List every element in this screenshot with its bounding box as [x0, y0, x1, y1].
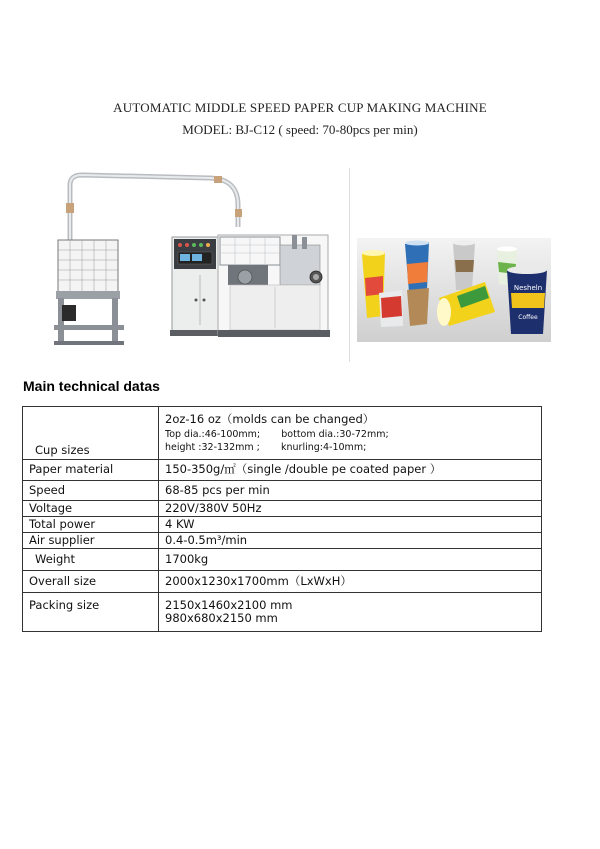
- spec-table: [22, 406, 542, 632]
- spec-value: 150-350g/㎡（single /double pe coated paper ）: [159, 460, 542, 481]
- photo-divider: [349, 168, 350, 362]
- table-row: [23, 549, 542, 571]
- table-row: [23, 517, 542, 533]
- paper-cups-photo: [357, 238, 551, 342]
- document-title: AUTOMATIC MIDDLE SPEED PAPER CUP MAKING MACHINE: [113, 100, 487, 115]
- spec-value: 68-85 pcs per min: [159, 481, 542, 501]
- spec-value: 0.4-0.5m³/min: [159, 533, 542, 549]
- spec-label: Speed: [23, 481, 159, 501]
- table-row: [23, 571, 542, 593]
- spec-label: Overall size: [23, 571, 159, 593]
- table-row: [23, 593, 542, 632]
- cup-print-text: Coffee: [518, 314, 538, 321]
- spec-label: Packing size: [23, 593, 159, 632]
- cup-height-knurling: height :32-132mm ; knurling:4-10mm;: [165, 441, 367, 453]
- spec-value: 220V/380V 50Hz: [159, 501, 542, 517]
- table-row: [23, 481, 542, 501]
- spec-label: Air supplier: [23, 533, 159, 549]
- cup-print-text: Nesheln: [513, 284, 543, 292]
- machine-photo: [40, 165, 350, 355]
- cup-size-range: 2oz-16 oz（molds can be changed）: [165, 412, 375, 427]
- table-row: [23, 501, 542, 517]
- cup-diameters: Top dia.:46-100mm; bottom dia.:30-72mm;: [165, 428, 389, 440]
- packing-size-1: 2150x1460x2100 mm: [165, 598, 293, 612]
- spec-label: Weight: [23, 549, 159, 571]
- spec-value: [159, 593, 542, 632]
- packing-size-2: 980x680x2150 mm: [165, 611, 278, 626]
- table-row: [23, 533, 542, 549]
- spec-value: 4 KW: [159, 517, 542, 533]
- spec-value: 1700kg: [159, 549, 542, 571]
- spec-value: [159, 407, 542, 460]
- spec-label: Total power: [23, 517, 159, 533]
- spec-label: Paper material: [23, 460, 159, 481]
- spec-label: Voltage: [23, 501, 159, 517]
- table-row: [23, 407, 542, 460]
- spec-label: Cup sizes: [23, 407, 159, 460]
- spec-value: 2000x1230x1700mm（LxWxH）: [159, 571, 542, 593]
- model-line: MODEL: BJ-C12 ( speed: 70-80pcs per min): [182, 122, 418, 137]
- table-row: [23, 460, 542, 481]
- section-heading: Main technical datas: [23, 378, 160, 394]
